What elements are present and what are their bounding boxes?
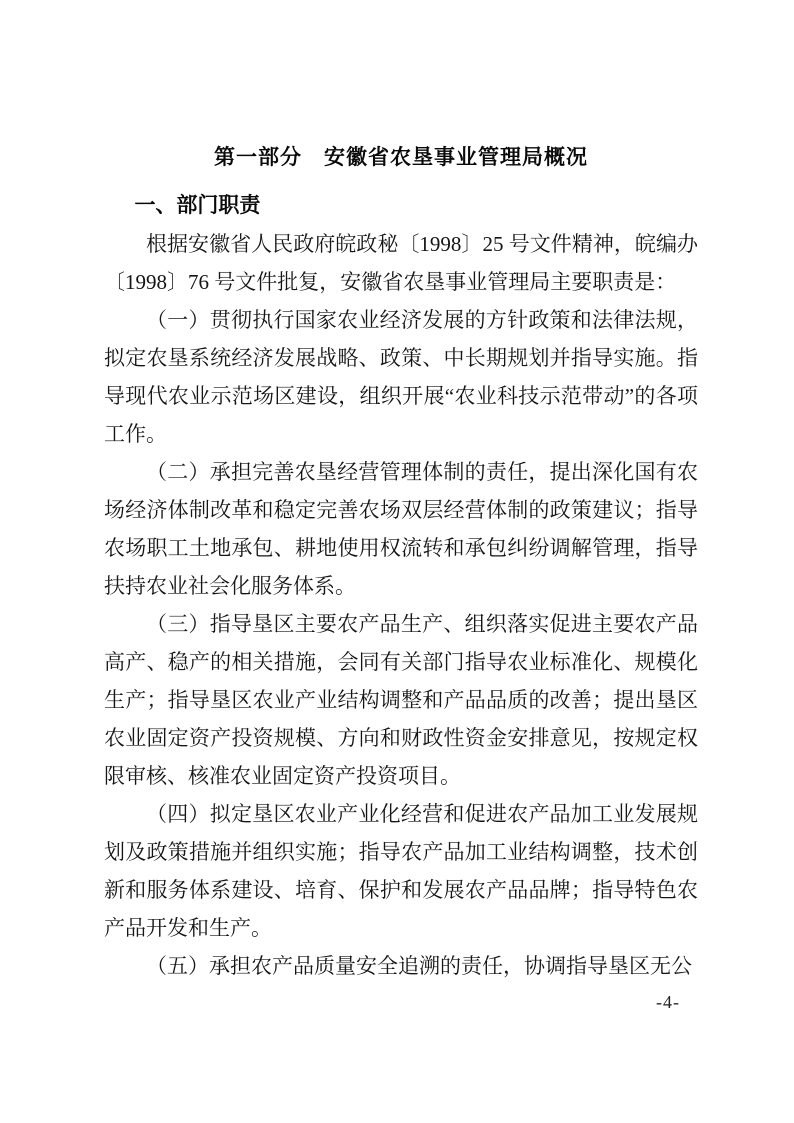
body-paragraph: （一）贯彻执行国家农业经济发展的方针政策和法律法规，拟定农垦系统经济发展战略、政策、中长期规划并指导实施。指导现代农业示范场区建设，组织开展“农业科技示范带动”的各项工作。 bbox=[104, 308, 698, 446]
body-paragraph: 根据安徽省人民政府皖政秘〔1998〕25 号文件精神，皖编办〔1998〕76 号文件批复，安徽省农垦事业管理局主要职责是： bbox=[104, 232, 698, 294]
body-paragraph: （四）拟定垦区农业产业化经营和促进农产品加工业发展规划及政策措施并组织实施；指导农产品加工业结构调整，技术创新和服务体系建设、培育、保护和发展农产品品牌；指导特色农产品开发和生产。 bbox=[104, 802, 698, 940]
document-content bbox=[104, 139, 698, 985]
document-title: 第一部分 安徽省农垦事业管理局概况 bbox=[214, 146, 588, 169]
body-paragraph: （三）指导垦区主要农产品生产、组织落实促进主要农产品高产、稳产的相关措施，会同有关部门指导农业标准化、规模化生产；指导垦区农业产业结构调整和产品品质的改善；提出垦区农业固定资产投资规模、方向和财政性资金安排意见，按规定权限审核、核准农业固定资产投资项目。 bbox=[104, 612, 698, 788]
body-paragraph: （五）承担农产品质量安全追溯的责任，协调指导垦区无公 bbox=[146, 954, 692, 978]
body-paragraph: （二）承担完善农垦经营管理体制的责任，提出深化国有农场经济体制改革和稳定完善农场双层经营体制的政策建议；指导农场职工土地承包、耕地使用权流转和承包纠纷调解管理，指导扶持农业社会化服务体系。 bbox=[104, 460, 698, 598]
section-heading: 一、部门职责 bbox=[134, 194, 261, 217]
page-number: -4- bbox=[656, 992, 680, 1012]
